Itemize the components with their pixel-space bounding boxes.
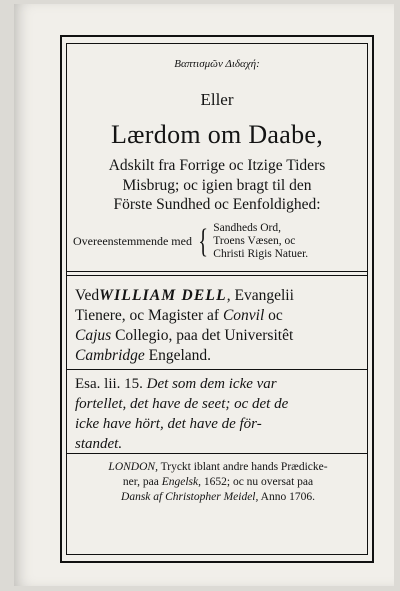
subtitle-line: Adskilt fra Forrige oc Itzige Tiders: [108, 157, 326, 174]
inner-border: [66, 43, 368, 555]
imprint-translator: Dansk af Christopher Meidel,: [121, 491, 259, 503]
divider: [67, 453, 367, 454]
agreement-item: Sandheds Ord,: [213, 222, 281, 234]
author-text: Engeland.: [148, 347, 212, 364]
scripture-quote: [75, 374, 361, 454]
author-text: Tienere, oc Magister af: [75, 307, 220, 324]
imprint-language: Engelsk: [161, 476, 199, 488]
verse-text: fortellet, det have de seet; oc det de: [75, 396, 289, 412]
college-name: Cajus: [75, 327, 112, 344]
author-line: [75, 326, 361, 346]
verse-reference: Esa. lii. 15.: [75, 376, 143, 392]
imprint-line: [73, 475, 363, 490]
page-border: [60, 35, 374, 563]
eller-text: Eller: [200, 90, 234, 109]
agreement-item: Christi Rigis Natuer.: [213, 248, 309, 260]
agreement-item: Troens Væsen, oc: [213, 235, 296, 247]
author-text: oc: [268, 307, 283, 324]
verse-text: icke have hört, det have de för-: [75, 416, 262, 432]
subtitle-line: Förste Sundhed oc Eenfoldighed:: [113, 196, 321, 213]
imprint-text: ner, paa: [122, 476, 159, 488]
divider: [67, 275, 367, 276]
book-page: [14, 4, 394, 586]
college-name: Convil: [222, 307, 265, 324]
university-name: Cambridge: [75, 347, 145, 364]
author-line: [75, 346, 361, 366]
agreement-list: [213, 222, 308, 261]
author-name: WILLIAM DELL: [99, 287, 227, 304]
imprint-line: [73, 460, 363, 475]
verse-line: [75, 374, 361, 394]
agreement: [73, 222, 363, 261]
page-title: Lærdom om Daabe,: [110, 120, 324, 149]
greek-heading: Βαπτισμῶν Διδαχή:: [174, 58, 260, 70]
author-text: Collegio, paa det Universitêt: [115, 327, 294, 344]
imprint-city: LONDON,: [108, 461, 158, 473]
imprint-line: [73, 490, 363, 505]
imprint-text: , 1652; oc nu oversat paa: [198, 476, 314, 488]
author-line: [75, 286, 361, 306]
author-title: , Evangelii: [226, 287, 294, 304]
imprint: [73, 460, 363, 505]
agreement-label: Overeenstemmende med: [73, 234, 192, 248]
author-block: [75, 286, 361, 366]
subtitle: [67, 156, 367, 215]
brace-icon: {: [198, 222, 209, 260]
imprint-text: Tryckt iblant andre hands Prædicke-: [160, 461, 328, 473]
verse-text: Det som dem icke var: [146, 376, 277, 392]
imprint-year: Anno 1706.: [260, 491, 315, 503]
author-line: [75, 306, 361, 326]
subtitle-line: Misbrug; oc igien bragt til den: [122, 176, 312, 194]
ved-text: Ved: [75, 287, 100, 304]
divider: [67, 369, 367, 370]
verse-text: standet.: [75, 436, 123, 452]
divider: [67, 271, 367, 272]
